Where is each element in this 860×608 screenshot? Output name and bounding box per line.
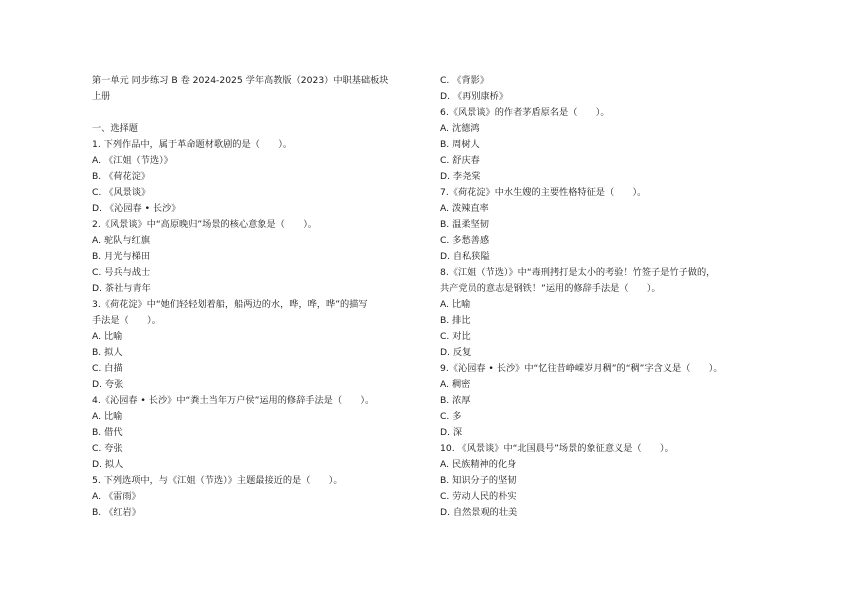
answer-option: A. 沈德鸿: [440, 123, 480, 134]
answer-option: D. 《再别康桥》: [440, 91, 509, 102]
question-stem: 6.《风景谈》的作者茅盾原名是（ ）。: [440, 107, 610, 118]
answer-option: D. 反复: [440, 347, 472, 358]
answer-option: A. 稠密: [440, 379, 471, 390]
document-title-line-2: 上册: [92, 91, 111, 102]
answer-option: A. 比喻: [92, 331, 123, 342]
answer-option: C. 白描: [92, 363, 123, 374]
answer-option: B. 知识分子的坚韧: [440, 475, 517, 486]
answer-option: D. 李尧棠: [440, 171, 481, 182]
answer-option: A. 驼队与红旗: [92, 235, 150, 246]
document-title-line-1: 第一单元 同步练习 B 卷 2024-2025 学年高教版（2023）中职基础板块: [92, 75, 389, 86]
question-stem: 5. 下列选项中，与《江姐（节选）》主题最接近的是（ ）。: [92, 475, 343, 486]
answer-option: B. 温柔坚韧: [440, 219, 489, 230]
question-stem: 8.《江姐（节选）》中“毒刑拷打是太小的考验！竹签子是竹子做的，: [440, 267, 716, 278]
answer-option: D. 《沁园春 • 长沙》: [92, 203, 181, 214]
answer-option: D. 自然景观的壮美: [440, 507, 518, 518]
answer-option: A. 《江姐（节选）》: [92, 155, 173, 166]
answer-option: A. 《雷雨》: [92, 491, 141, 502]
answer-option: B. 排比: [440, 315, 471, 326]
answer-option: A. 比喻: [92, 411, 123, 422]
answer-option: D. 自私狭隘: [440, 251, 490, 262]
question-stem: 2.《风景谈》中“高原晚归”场景的核心意象是（ ）。: [92, 219, 317, 230]
answer-option: D. 夸张: [92, 379, 124, 390]
answer-option: B. 周树人: [440, 139, 480, 150]
answer-option: C. 多: [440, 411, 462, 422]
answer-option: C. 《背影》: [440, 75, 490, 86]
answer-option: B. 《红岩》: [92, 507, 141, 518]
question-stem: 10. 《风景谈》中“北国晨号”场景的象征意义是（ ）。: [440, 443, 674, 454]
answer-option: B. 月光与梯田: [92, 251, 151, 262]
answer-option: A. 比喻: [440, 299, 471, 310]
answer-option: C. 号兵与战士: [92, 267, 151, 278]
answer-option: D. 茶社与青年: [92, 283, 151, 294]
answer-option: C. 《风景谈》: [92, 187, 151, 198]
answer-option: D. 拟人: [92, 459, 124, 470]
answer-option: C. 舒庆春: [440, 155, 480, 166]
answer-option: B. 借代: [92, 427, 123, 438]
section-heading: 一、选择题: [92, 123, 138, 134]
answer-option: C. 对比: [440, 331, 471, 342]
question-stem: 9.《沁园春 • 长沙》中“忆往昔峥嵘岁月稠”的“稠”字含义是（ ）。: [440, 363, 723, 374]
question-stem-continued: 手法是（ ）。: [92, 315, 161, 326]
answer-option: C. 劳动人民的朴实: [440, 491, 517, 502]
answer-option: C. 多愁善感: [440, 235, 490, 246]
question-stem-continued: 共产党员的意志是钢铁！”运用的修辞手法是（ ）。: [440, 283, 661, 294]
answer-option: A. 民族精神的化身: [440, 459, 517, 470]
answer-option: C. 夸张: [92, 443, 123, 454]
answer-option: B. 浓厚: [440, 395, 471, 406]
question-stem: 7.《荷花淀》中水生嫂的主要性格特征是（ ）。: [440, 187, 647, 198]
answer-option: B. 《荷花淀》: [92, 171, 151, 182]
answer-option: B. 拟人: [92, 347, 123, 358]
answer-option: D. 深: [440, 427, 463, 438]
question-stem: 1. 下列作品中，属于革命题材歌剧的是（ ）。: [92, 139, 293, 150]
question-stem: 4.《沁园春 • 长沙》中“粪土当年万户侯”运用的修辞手法是（ ）。: [92, 395, 375, 406]
answer-option: A. 泼辣直率: [440, 203, 489, 214]
question-stem: 3.《荷花淀》中“她们轻轻划着船，船两边的水，哗，哗，哗”的描写: [92, 299, 368, 310]
